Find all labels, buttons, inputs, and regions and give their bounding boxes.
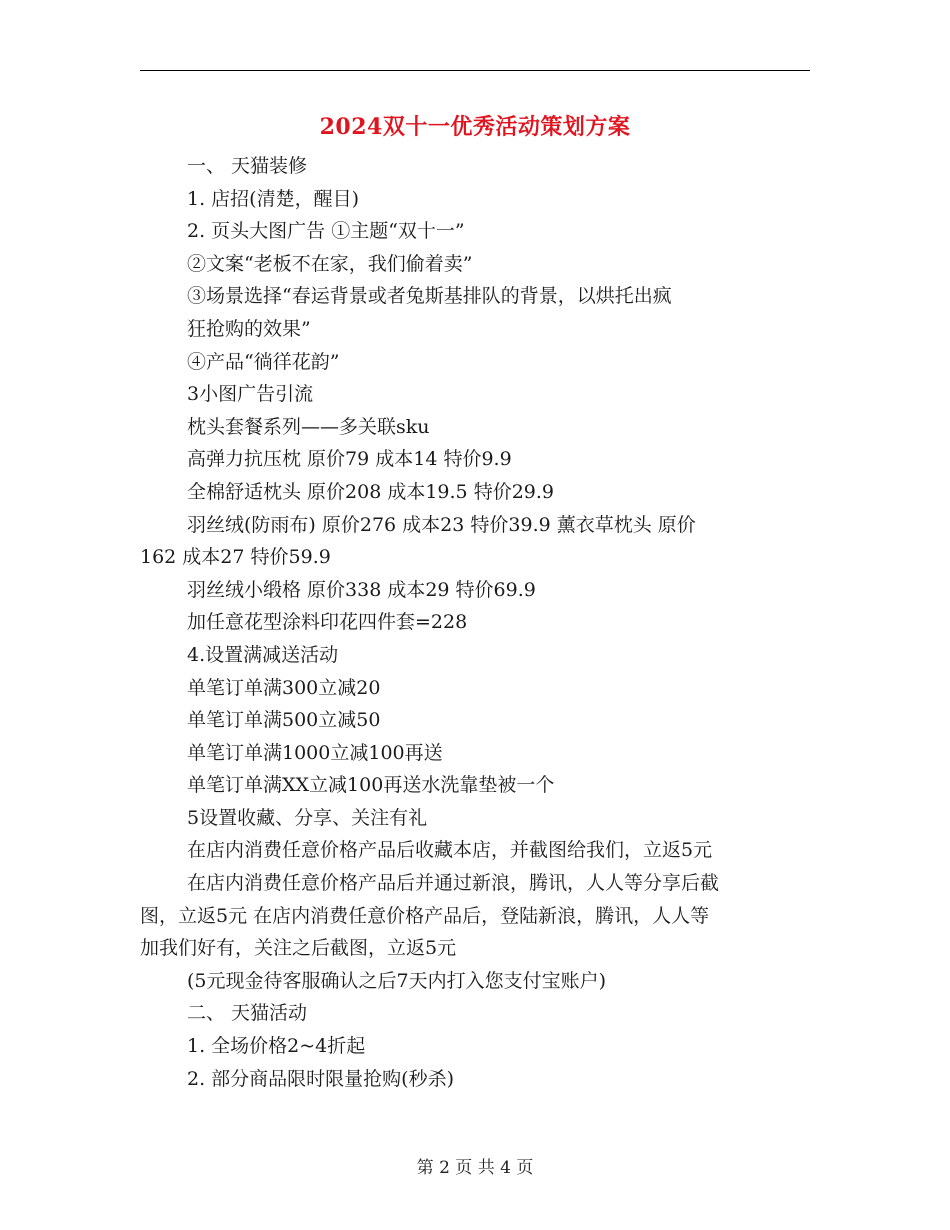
list-item: 2. 页头大图广告 ①主题“双十一” [187, 220, 465, 243]
page-number-footer: 第 2 页 共 4 页 [416, 1158, 534, 1178]
product-price-line: 羽丝绒(防雨布) 原价276 成本23 特价39.9 薰衣草枕头 原价 [187, 513, 696, 536]
promo-rule-line: 单笔订单满XX立减100再送水洗靠垫被一个 [187, 774, 555, 797]
list-item: ②文案“老板不在家，我们偷着卖” [187, 252, 473, 275]
list-item: ③场景选择“春运背景或者兔斯基排队的背景，以烘托出疯 [187, 285, 672, 308]
document-body [140, 150, 810, 1095]
list-item: 1. 店招(清楚，醒目) [187, 187, 359, 210]
paragraph-line-continuation: 图，立返5元 在店内消费任意价格产品后，登陆新浪，腾讯，人人等 [140, 904, 710, 927]
paragraph-line: 在店内消费任意价格产品后收藏本店，并截图给我们，立返5元 [187, 839, 713, 862]
product-price-line-continuation: 162 成本27 特价59.9 [140, 546, 331, 569]
product-price-line: 高弹力抗压枕 原价79 成本14 特价9.9 [187, 448, 512, 471]
document-title: 2024双十一优秀活动策划方案 [319, 114, 631, 140]
promo-rule-line: 单笔订单满500立减50 [187, 709, 381, 732]
section-heading-2: 二、 天猫活动 [187, 1002, 308, 1025]
promo-rule-line: 单笔订单满300立减20 [187, 676, 381, 699]
paragraph-line: 枕头套餐系列——多关联sku [187, 415, 430, 438]
header-rule [140, 70, 810, 71]
list-item: 2. 部分商品限时限量抢购(秒杀) [187, 1067, 454, 1090]
paragraph-line: (5元现金待客服确认之后7天内打入您支付宝账户) [187, 969, 607, 992]
list-item-continuation: 狂抢购的效果” [187, 317, 311, 340]
paragraph-line: 在店内消费任意价格产品后并通过新浪，腾讯，人人等分享后截 [187, 872, 720, 895]
list-item: 3小图广告引流 [187, 383, 314, 406]
paragraph-line-continuation: 加我们好有，关注之后截图，立返5元 [140, 937, 457, 960]
section-heading-1: 一、 天猫装修 [187, 155, 308, 177]
product-price-line: 全棉舒适枕头 原价208 成本19.5 特价29.9 [187, 480, 554, 503]
promo-rule-line: 单笔订单满1000立减100再送 [187, 741, 443, 764]
list-item: 4.设置满减送活动 [187, 643, 339, 666]
list-item: 5设置收藏、分享、关注有礼 [187, 806, 428, 829]
paragraph-line: 加任意花型涂料印花四件套=228 [187, 611, 468, 634]
list-item: 1. 全场价格2~4折起 [187, 1035, 366, 1058]
list-item: ④产品“徜徉花韵” [187, 350, 340, 373]
product-price-line: 羽丝绒小缎格 原价338 成本29 特价69.9 [187, 578, 536, 601]
